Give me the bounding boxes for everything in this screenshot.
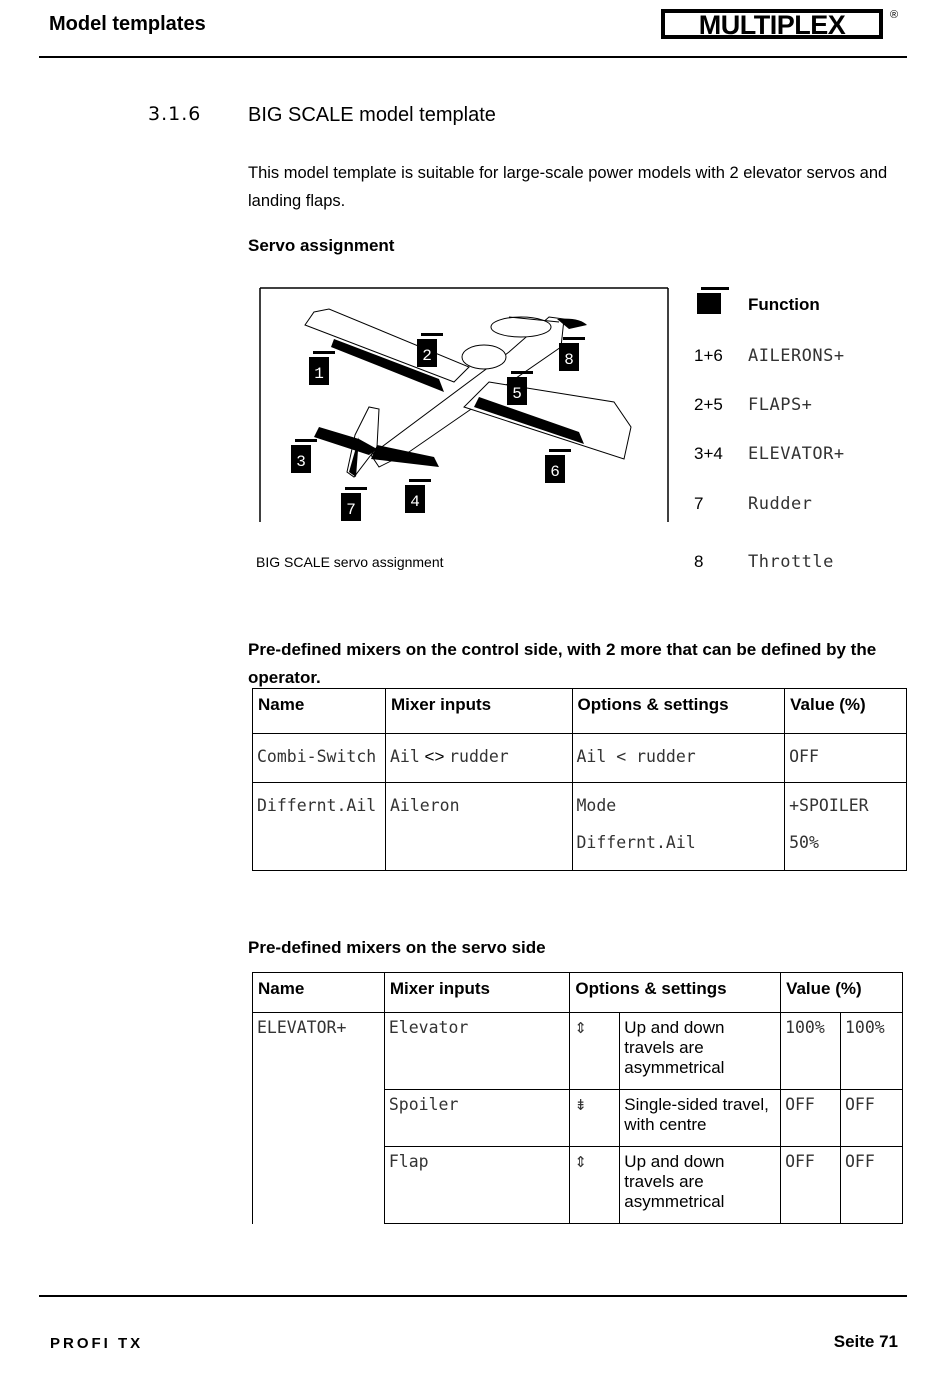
column-header: Options & settings (570, 973, 781, 1013)
page-header-title: Model templates (49, 13, 206, 35)
svg-text:7: 7 (346, 501, 356, 519)
column-header: Mixer inputs (384, 973, 570, 1013)
footer-product: PROFI TX (50, 1335, 144, 1352)
column-header: Name (253, 689, 386, 734)
travel-symbol: ⇕ (570, 1013, 620, 1090)
column-header: Value (%) (785, 689, 907, 734)
multiplex-logo (659, 6, 899, 46)
page-number: Seite 71 (833, 1332, 898, 1351)
table-header-row (253, 973, 903, 1013)
value-b: OFF (841, 1147, 903, 1224)
column-header: Options & settings (572, 689, 785, 734)
assignment-row (694, 395, 914, 419)
control-mixers-table (252, 688, 907, 871)
mixer-input: Elevator (384, 1013, 570, 1090)
intro-paragraph: This model template is suitable for large-scale power models with 2 elevator servos and landing flaps. (248, 164, 888, 210)
mixer-input: Ail <> rudder (385, 734, 572, 783)
table-row (253, 1013, 903, 1090)
assignment-row (694, 346, 914, 370)
svg-text:5: 5 (512, 385, 522, 403)
value-a: OFF (781, 1147, 841, 1224)
column-header: Value (%) (781, 973, 903, 1013)
servo-mixers-table (252, 972, 903, 1224)
table-row (253, 734, 907, 783)
channel-number: 2+5 (694, 395, 723, 414)
control-mixers-heading: Pre-defined mixers on the control side, with 2 more that can be defined by the operator. (248, 640, 877, 687)
channel-function: ELEVATOR+ (748, 444, 845, 464)
servo-assignment-heading: Servo assignment (248, 236, 395, 255)
section-number: 3.1.6 (148, 103, 202, 125)
svg-text:MULTIPLEX: MULTIPLEX (698, 10, 846, 40)
option-description: Up and down travels are asymmetrical (620, 1147, 781, 1224)
receiver-icon (697, 286, 731, 316)
figure-caption: BIG SCALE servo assignment (256, 554, 444, 570)
value-b: 100% (841, 1013, 903, 1090)
channel-number: 8 (694, 552, 704, 571)
mixer-option: Ail < rudder (572, 734, 785, 783)
channel-function: Rudder (748, 494, 813, 514)
assignment-row (694, 444, 914, 468)
channel-number: 1+6 (694, 346, 723, 365)
travel-symbol: ⇕ (570, 1147, 620, 1224)
servo-assignment-figure (259, 287, 669, 522)
svg-text:6: 6 (550, 463, 560, 481)
mixer-input: Flap (384, 1147, 570, 1224)
servo-mixers-heading: Pre-defined mixers on the servo side (248, 938, 546, 957)
column-header: Mixer inputs (385, 689, 572, 734)
header-rule (39, 56, 907, 58)
svg-text:2: 2 (422, 347, 432, 365)
svg-text:3: 3 (296, 453, 306, 471)
mixer-input: Spoiler (384, 1090, 570, 1147)
channel-function: AILERONS+ (748, 346, 845, 366)
section-title: BIG SCALE model template (248, 104, 496, 126)
mixer-value: OFF (785, 734, 907, 783)
channel-number: 3+4 (694, 444, 723, 463)
channel-function: Throttle (748, 552, 834, 572)
value-b: OFF (841, 1090, 903, 1147)
mixer-options: Mode Differnt.Ail (572, 783, 785, 871)
function-header: Function (748, 295, 820, 314)
mixer-name: Combi-Switch (253, 734, 386, 783)
mixer-name: Differnt.Ail (253, 783, 386, 871)
mixer-name: ELEVATOR+ (253, 1013, 385, 1224)
table-header-row (253, 689, 907, 734)
assignment-row (694, 552, 914, 576)
travel-symbol: ⇟ (570, 1090, 620, 1147)
assignment-row (694, 494, 914, 518)
column-header: Name (253, 973, 385, 1013)
table-row (253, 783, 907, 871)
mixer-input: Aileron (385, 783, 572, 871)
value-a: OFF (781, 1090, 841, 1147)
channel-function: FLAPS+ (748, 395, 813, 415)
svg-text:1: 1 (314, 365, 324, 383)
mixer-values: +SPOILER 50% (785, 783, 907, 871)
channel-number: 7 (694, 494, 704, 513)
footer-rule (39, 1295, 907, 1297)
svg-text:4: 4 (410, 493, 420, 511)
option-description: Single-sided travel, with centre (620, 1090, 781, 1147)
svg-text:®: ® (890, 9, 899, 21)
svg-text:8: 8 (564, 351, 574, 369)
option-description: Up and down travels are asymmetrical (620, 1013, 781, 1090)
value-a: 100% (781, 1013, 841, 1090)
